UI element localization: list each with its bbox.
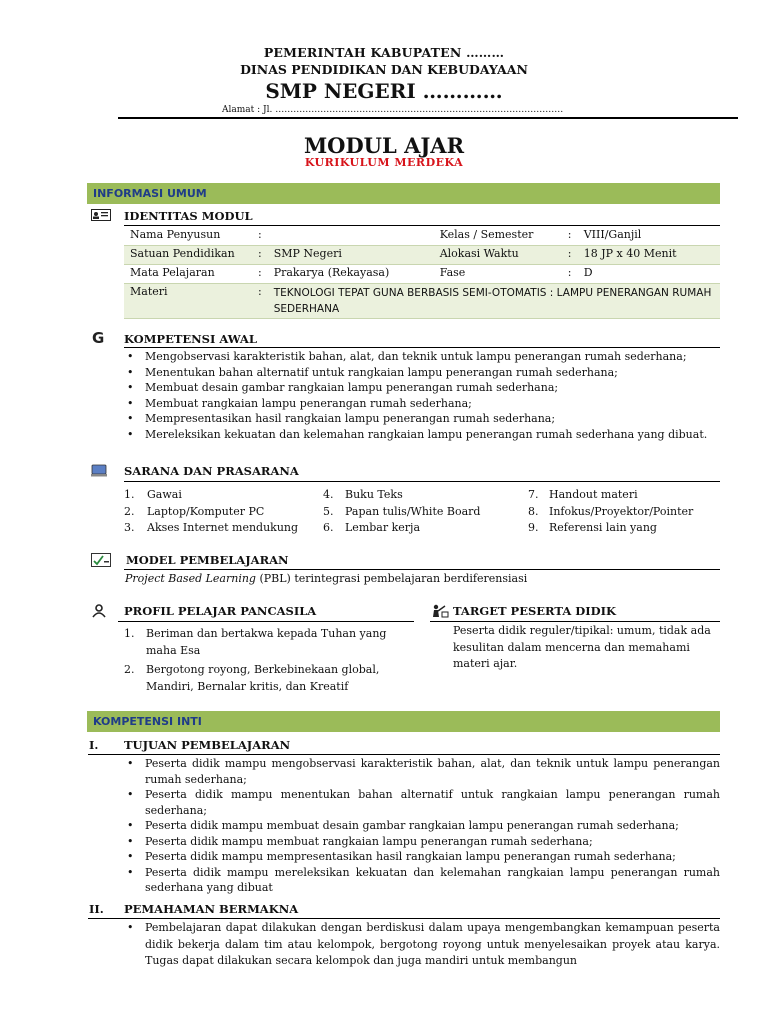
model-heading: MODEL PEMBELAJARAN (126, 553, 289, 567)
tujuan-number: I. (89, 738, 99, 752)
label: Satuan Pendidikan (124, 246, 252, 265)
label: Fase (439, 266, 466, 279)
header-department: DINAS PENDIDIKAN DAN KEBUDAYAAN (240, 62, 528, 77)
section-bar-informasi-umum: INFORMASI UMUM (87, 183, 720, 204)
person-icon (91, 604, 111, 618)
list-item: 8. Infokus/Proyektor/Pointer (528, 504, 694, 518)
list-item: 2. Laptop/Komputer PC (124, 504, 265, 518)
tujuan-divider (88, 754, 720, 755)
sarana-col-3 (528, 487, 693, 537)
list-item: • Peserta didik mampu membuat desain gambar rangkaian lampu penerangan rumah sederhana; (124, 818, 720, 834)
pemahaman-list (124, 920, 720, 970)
list-item: 5. Papan tulis/White Board (323, 504, 481, 518)
value: D (583, 266, 593, 279)
tujuan-list (124, 756, 720, 896)
list-item: 6. Lembar kerja (323, 521, 421, 534)
table-row: Satuan Pendidikan : SMP Negeri Alokasi Waktu : 18 JP x 40 Menit (124, 246, 720, 265)
label: Materi (124, 284, 252, 319)
pemahaman-number: II. (89, 902, 104, 916)
list-item: • Peserta didik mampu menentukan bahan alternatif untuk rangkaian lampu penerangan rumah sederhana; (124, 787, 720, 818)
sarana-divider (124, 481, 720, 482)
identitas-heading: IDENTITAS MODUL (124, 209, 253, 223)
list-item: • Pembelajaran dapat dilakukan dengan berdiskusi dalam upaya mengembangkan kemampuan peserta didik bekerja dalam tim atau kelompok, bergotong royong untuk menyelesaikan proyek atau karya. Tugas dapat dilakukan secara kelompok dan juga mandiri untuk membangun (124, 920, 720, 970)
identitas-table (124, 227, 720, 319)
label: Nama Penyusun (130, 228, 221, 241)
list-item: 2. Bergotong royong, Berkebinekaan global, Mandiri, Bernalar kritis, dan Kreatif (124, 663, 380, 693)
list-item: 7. Handout materi (528, 488, 638, 501)
list-item: • Mempresentasikan hasil rangkaian lampu penerangan rumah sederhana; (124, 411, 720, 427)
sarana-col-2 (323, 487, 480, 537)
profil-list (124, 626, 414, 695)
list-item: • Membuat rangkaian lampu penerangan rumah sederhana; (124, 396, 720, 412)
kompetensi-awal-heading: KOMPETENSI AWAL (124, 332, 257, 346)
model-text: Project Based Learning (PBL) terintegrasi pembelajaran berdiferensiasi (125, 572, 528, 585)
list-item: 1. Beriman dan bertakwa kepada Tuhan yang maha Esa (124, 627, 387, 657)
header-government: PEMERINTAH KABUPATEN ……… (263, 45, 505, 60)
sarana-col-1 (124, 487, 298, 537)
value: Prakarya (Rekayasa) (273, 266, 390, 279)
header-divider (118, 117, 738, 119)
list-item: • Mengobservasi karakteristik bahan, alat, dan teknik untuk lampu penerangan rumah sederhana; (124, 349, 720, 365)
target-divider (430, 621, 720, 622)
label: Kelas / Semester (439, 228, 534, 241)
pemahaman-heading: PEMAHAMAN BERMAKNA (124, 902, 299, 916)
list-item: • Menentukan bahan alternatif untuk rangkaian lampu penerangan rumah sederhana; (124, 365, 720, 381)
target-text: Peserta didik reguler/tipikal: umum, tidak ada kesulitan dalam mencerna dan memahami materi ajar. (453, 624, 711, 670)
table-row: Nama Penyusun : Kelas / Semester : VIII/Ganjil (124, 227, 720, 246)
target-heading: TARGET PESERTA DIDIK (453, 604, 616, 618)
label: Alokasi Waktu (434, 246, 562, 265)
list-item: • Peserta didik mampu mengobservasi karakteristik bahan, alat, dan teknik untuk lampu penerangan rumah sederhana; (124, 756, 720, 787)
table-row: Materi : TEKNOLOGI TEPAT GUNA BERBASIS SEMI-OTOMATIS : LAMPU PENERANGAN RUMAH SEDERHANA (124, 284, 720, 319)
value: VIII/Ganjil (583, 228, 642, 241)
kompetensi-awal-divider (124, 347, 720, 348)
list-item: • Mereleksikan kekuatan dan kelemahan rangkaian lampu penerangan rumah sederhana yang dibuat. (124, 427, 720, 443)
identitas-divider (124, 225, 720, 226)
header-address: Alamat : Jl. …………………………………………………………………………………… (222, 105, 564, 115)
label: Mata Pelajaran (130, 266, 215, 279)
computer-icon (91, 464, 111, 478)
value: TEKNOLOGI TEPAT GUNA BERBASIS SEMI-OTOMATIS : LAMPU PENERANGAN RUMAH SEDERHANA (268, 284, 720, 319)
list-item: 3. Akses Internet mendukung (124, 521, 299, 534)
list-item: 1. Gawai (124, 488, 182, 501)
sarana-heading: SARANA DAN PRASARANA (124, 464, 299, 478)
profil-divider (118, 621, 414, 622)
profil-heading: PROFIL PELAJAR PANCASILA (124, 604, 317, 618)
tujuan-heading: TUJUAN PEMBELAJARAN (124, 738, 291, 752)
value: SMP Negeri (268, 246, 434, 265)
pemahaman-divider (88, 918, 720, 919)
page-title: MODUL AJAR (303, 133, 465, 158)
list-item: • Peserta didik mampu mereleksikan kekuatan dan kelemahan rangkaian lampu penerangan rumah sederhana yang dibuat (124, 865, 720, 896)
kompetensi-awal-list (124, 349, 720, 442)
value (268, 227, 434, 246)
list-item: • Peserta didik mampu membuat rangkaian lampu penerangan rumah sederhana; (124, 834, 720, 850)
model-divider (124, 569, 720, 570)
teacher-icon (431, 604, 451, 618)
page-subtitle: KURIKULUM MERDEKA (304, 156, 464, 169)
table-row: Mata Pelajaran : Prakarya (Rekayasa) Fase : D (124, 265, 720, 284)
value: 18 JP x 40 Menit (578, 246, 720, 265)
checklist-icon (91, 553, 111, 567)
list-item: • Membuat desain gambar rangkaian lampu penerangan rumah sederhana; (124, 380, 720, 396)
section-bar-kompetensi-inti: KOMPETENSI INTI (87, 711, 720, 732)
id-card-icon (91, 209, 111, 223)
list-item: 9. Referensi lain yang (528, 521, 657, 534)
header-school: SMP NEGERI ………… (265, 79, 503, 103)
list-item: 4. Buku Teks (323, 488, 403, 501)
g-logo-icon: G (92, 329, 105, 347)
list-item: • Peserta didik mampu mempresentasikan hasil rangkaian lampu penerangan rumah sederhana; (124, 849, 720, 865)
